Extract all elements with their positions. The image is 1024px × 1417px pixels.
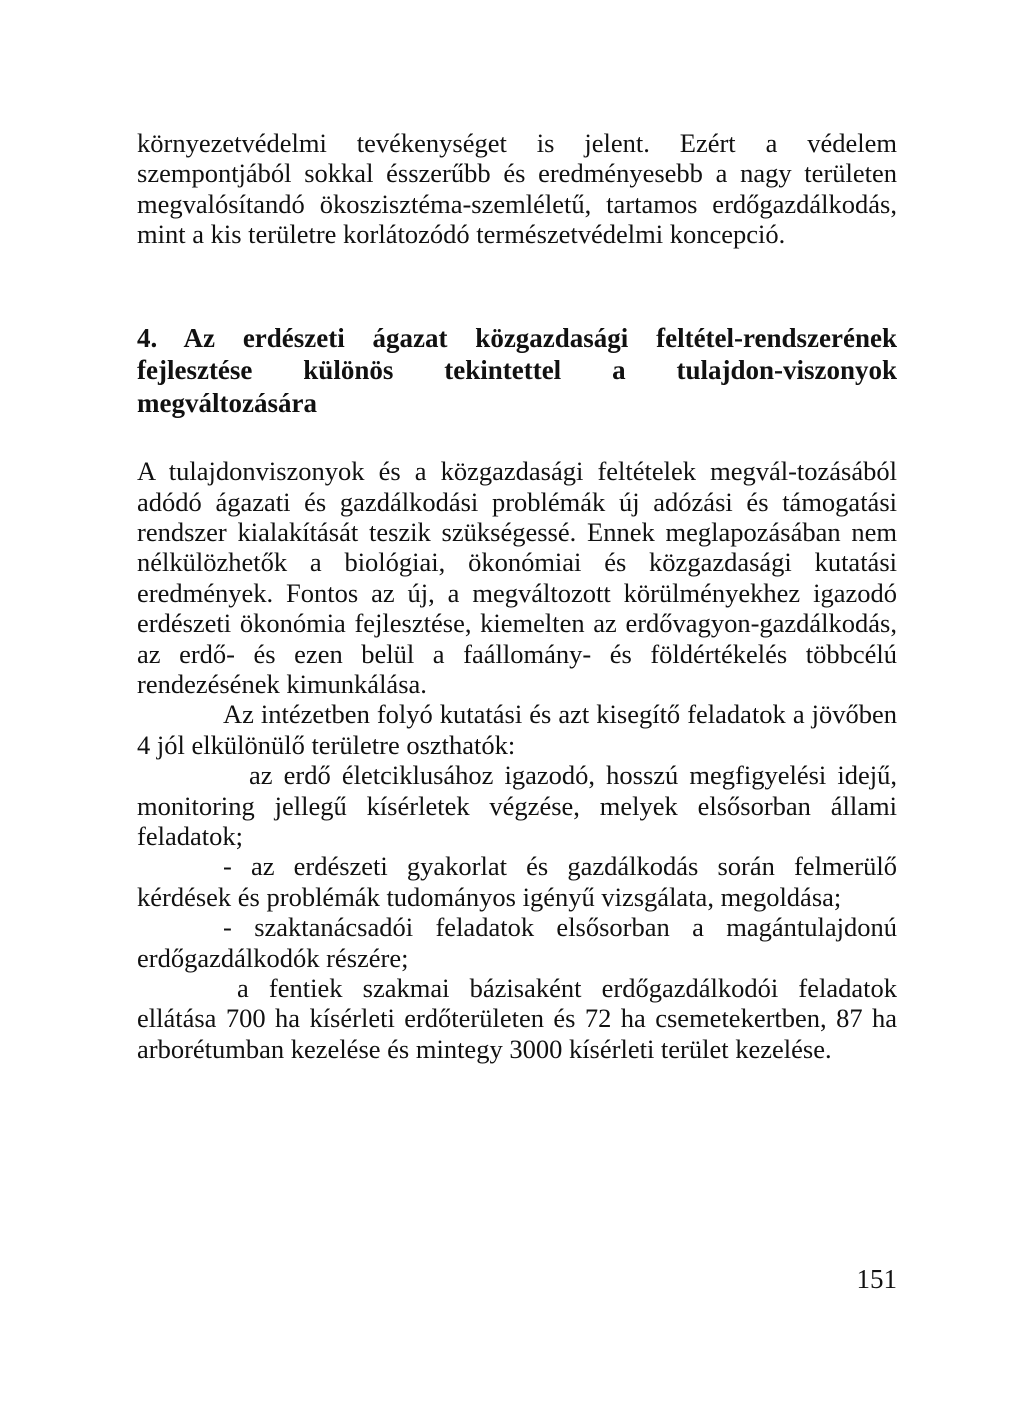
list-item-3: - szaktanácsadói feladatok elsősorban a magántulajdonú erdőgazdálkodók részére; (137, 912, 897, 973)
body-paragraph-1: A tulajdonviszonyok és a közgazdasági feltételek megvál-tozásából adódó ágazati és gazdálkodási problémák új adózási és támogatási rendszer kialakítását teszik szükségessé. Ennek meglapozásában nem nélkülözhetők a biológiai, ökonómiai és közgazdasági kutatási eredmények. Fontos az új, a megváltozott körülményekhez igazodó erdészeti ökonómia fejlesztése, kiemelten az erdővagyon-gazdálkodás, az erdő- és ezen belül a faállomány- és földértékelés többcélú rendezésének kimunkálása. (137, 456, 897, 699)
body-paragraph-2: Az intézetben folyó kutatási és azt kisegítő feladatok a jövőben 4 jól elkülönülő területre oszthatók: (137, 699, 897, 760)
list-item-1: az erdő életciklusához igazodó, hosszú megfigyelési idejű, monitoring jellegű kísérletek végzése, melyek elsősorban állami feladatok; (137, 760, 897, 851)
document-page (137, 128, 897, 1064)
section-heading: 4. Az erdészeti ágazat közgazdasági feltétel-rendszerének fejlesztése különös tekintettel a tulajdon-viszonyok megváltozására (137, 322, 897, 418)
list-item-2: - az erdészeti gyakorlat és gazdálkodás során felmerülő kérdések és problémák tudományos igényű vizsgálata, megoldása; (137, 851, 897, 912)
list-item-4: a fentiek szakmai bázisaként erdőgazdálkodói feladatok ellátása 700 ha kísérleti erdőterületen és 72 ha csemetekertben, 87 ha arborétumban kezelése és mintegy 3000 kísérleti terület kezelése. (137, 973, 897, 1064)
page-number: 151 (856, 1264, 897, 1294)
intro-paragraph: környezetvédelmi tevékenységet is jelent. Ezért a védelem szempontjából sokkal ésszerűbb és eredményesebb a nagy területen megvalósítandó ökoszisztéma-szemléletű, tartamos erdőgazdálkodás, mint a kis területre korlátozódó természetvédelmi koncepció. (137, 128, 897, 250)
